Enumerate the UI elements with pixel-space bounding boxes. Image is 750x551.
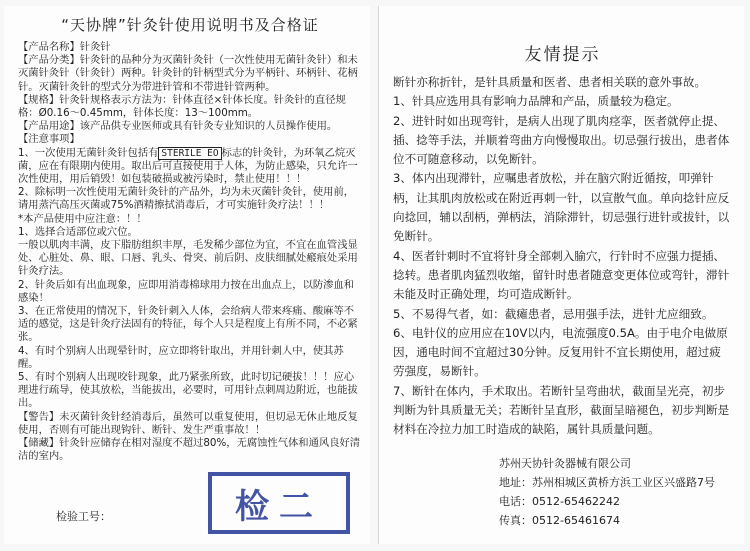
instructions-title: “天协牌”针灸针使用说明书及合格证 bbox=[61, 16, 319, 34]
tip-4: 4、医者针刺时不宜将针身全部刺入腧穴，行针时不应强力提插、捻转。患者肌肉猛烈收缩，留针时患者随意变更体位或弯针，滞针未能及时正确处理，均可造成断针。 bbox=[393, 248, 730, 302]
tip-1: 1、针具应选用具有影响力品牌和产品，质量较为稳定。 bbox=[393, 94, 679, 109]
precautions-heading: 【注意事项】 bbox=[18, 133, 80, 146]
tip-7: 7、断针在体内，手术取出。若断针呈弯曲状，截面呈光亮，初步判断为针具质量无关；若断针呈直形，截面呈暗褪色，初步判断是材料在冷拉力加工时造成的缺陷，属针具质量问题。 bbox=[393, 383, 730, 437]
tip-5: 5、不易得气者，如：截瘫患者，忌用强手法，进针尤应细致。 bbox=[393, 306, 714, 321]
storage: 【储藏】针灸针应储存在相对湿度不超过80%，无腐蚀性气体和通风良好清洁的室内。 bbox=[18, 437, 361, 463]
company-phone: 电话：0512-65462242 bbox=[499, 495, 620, 508]
product-spec: 【规格】针灸针规格表示方法为：针体直径×针体长度。针灸针的直径规格：Ø0.16～0.45mm，针体长度：13～100mm。 bbox=[18, 93, 346, 120]
product-category: 【产品分类】针灸针的品种分为灭菌针灸针（一次性使用无菌针灸针）和未灭菌针灸针（针灸针）两种。针灸针的针柄型式分为平柄针、环柄针、花柄针。灭菌针灸针的型式分为带进针管和不带进针管两种。 bbox=[18, 54, 358, 93]
precaution-1 bbox=[18, 147, 362, 187]
inspector-label: 检验工号： bbox=[56, 510, 111, 523]
product-usage: 【产品用途】该产品供专业医师或具有针灸专业知识的人员操作使用。 bbox=[18, 120, 338, 133]
usage-note-3: 3、在正常使用的情况下，针灸针刺入人体，会给病人带来疼痛、酸麻等不适的感觉，这是针灸疗法固有的特征，每个人只是程度上有所不同，不必紧张。 bbox=[18, 305, 358, 344]
usage-note-1: 1、选择合适部位或穴位。 bbox=[18, 225, 138, 238]
usage-note-4: 4、有时个别病人出现晕针时，应立即将针取出，并用针刺人中，使其苏醒。 bbox=[18, 344, 344, 370]
left-panel bbox=[4, 6, 370, 544]
tips-intro: 断针亦称折针，是针具质量和医者、患者相关联的意外事故。 bbox=[393, 75, 707, 89]
precaution-2: 2、除标明一次性使用无菌针灸针的产品外，均为未灭菌针灸针，使用前，请用蒸汽高压灭菌或75%酒精擦拭消毒后，才可实施针灸疗法！！！ bbox=[18, 186, 355, 212]
stamp-text: 检二 bbox=[235, 486, 323, 527]
usage-notes-heading: *本产品使用中应注意：！！ bbox=[18, 212, 147, 225]
tip-2: 2、进针时如出现弯针，是病人出现了肌肉痉挛，医者就停止提、插、捻等手法，并顺着弯曲方向慢慢取出。切忌强行拔出，患者体位不可随意移动，以免断针。 bbox=[393, 113, 730, 167]
sterile-eo-mark: STERILE EO bbox=[158, 147, 221, 160]
precaution-1-rest: 标志的针灸针，为环氧乙烷灭菌，应在有限期内使用。取出后可直接使用于人体，为防止感染，只允许一次性使用，用后销毁！如包装破损或被污染时，禁止使用！！！ bbox=[18, 146, 358, 186]
tip-3: 3、体内出现滞针，应嘱患者放松，并在脑穴附近循按，叩弹针柄，让其肌肉放松或在附近再刺一针，以宣散气血。单向捻针应反向捻回，辅以刮柄，弹柄法，消除滞针，切忌强行进针或拔针，以免断针。 bbox=[393, 171, 730, 244]
company-name: 苏州天协针灸器械有限公司 bbox=[499, 457, 631, 470]
usage-note-1-detail: 一般以肌肉丰满，皮下脂肪组织丰厚，毛发稀少部位为宜，不宜在血管浅显处、心脏处、鼻、眼、口唇、乳头、骨突、前后阴、皮肤细腻处瘢痕处采用针灸疗法。 bbox=[18, 239, 358, 278]
inspection-stamp bbox=[208, 472, 350, 534]
tip-6: 6、电针仪的应用应在10V以内，电流强度0.5A。由于电介电做原因，通电时间不宜超过30分钟。反复用针不宜长期使用，超过疲劳强度，易断针。 bbox=[393, 325, 728, 379]
company-fax: 传真：0512-65461674 bbox=[499, 514, 620, 527]
right-panel bbox=[378, 6, 744, 544]
company-address: 地址：苏州相城区黄桥方浜工业区兴盛路7号 bbox=[499, 476, 715, 489]
product-name: 【产品名称】针灸针 bbox=[18, 41, 111, 53]
precaution-1-start: 1、一次使用无菌针灸针包括有 bbox=[18, 146, 159, 159]
usage-note-5: 5、有时个别病人出现咬针现象，此乃紧张所致，此时切记硬拔！！！应心理进行疏导，使其放松，当能拔出，必要时，可用针点刺周边附近，也能拔出。 bbox=[18, 371, 358, 410]
usage-note-2: 2、针灸后如有出血现象，应即用消毒棉球用力按在出血点上，以防渗血和感染！ bbox=[18, 278, 355, 304]
tips-title: 友情提示 bbox=[524, 45, 601, 65]
company-info bbox=[499, 454, 715, 530]
warning: 【警告】未灭菌针灸针经消毒后，虽然可以重复使用，但切忌无休止地反复使用，否则有可能出现钩针、断针、发生严重事故！！ bbox=[18, 410, 358, 436]
